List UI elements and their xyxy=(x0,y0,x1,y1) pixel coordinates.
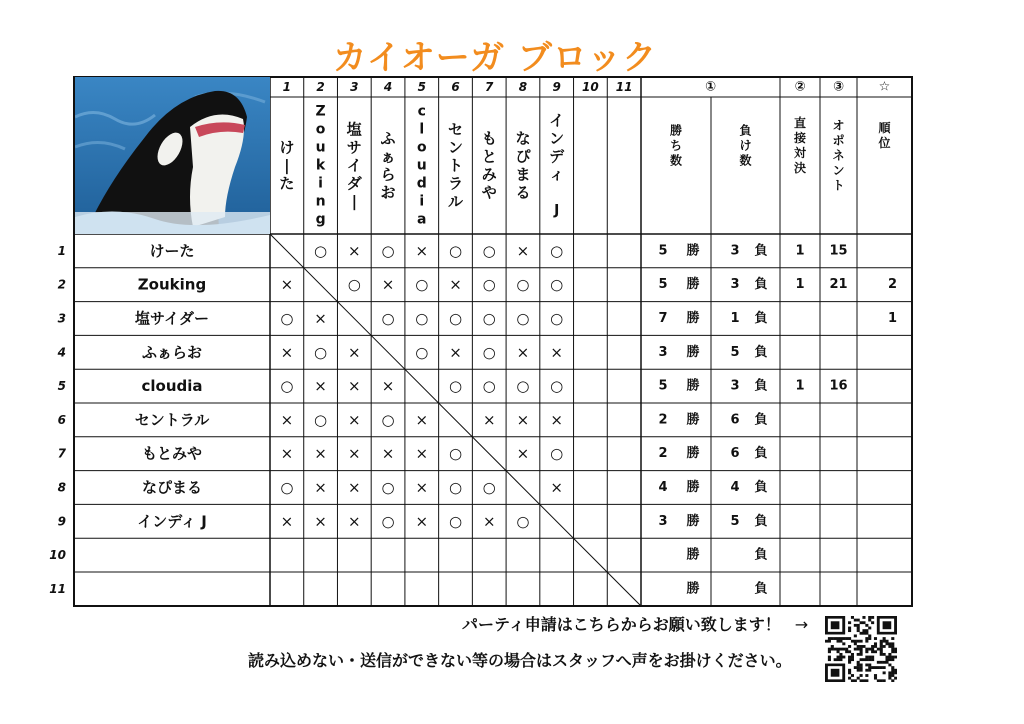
win-unit: 勝 xyxy=(686,446,700,462)
loss-unit: 負 xyxy=(754,311,768,326)
losses-count: 5 xyxy=(730,344,740,360)
svg-text:も: も xyxy=(481,129,497,148)
header-player-name xyxy=(549,112,565,219)
column-number: 8 xyxy=(518,80,528,94)
rank-value: 2 xyxy=(887,277,898,293)
match-result: ○ xyxy=(280,309,294,328)
match-result: ○ xyxy=(381,478,395,497)
header-player-name xyxy=(381,130,396,202)
svg-text:サ: サ xyxy=(346,138,362,157)
header-h2h-label xyxy=(793,115,807,175)
svg-text:た: た xyxy=(279,174,295,193)
opponent-value: 16 xyxy=(829,378,848,394)
svg-text:決: 決 xyxy=(793,161,807,175)
svg-text:ト: ト xyxy=(832,178,845,193)
win-unit: 勝 xyxy=(686,581,700,597)
column-number: 4 xyxy=(383,80,393,94)
loss-unit: 負 xyxy=(754,446,768,462)
h2h-value: 1 xyxy=(795,378,805,394)
match-result: × xyxy=(348,410,361,429)
match-result: × xyxy=(348,512,361,531)
svg-text:c: c xyxy=(417,103,426,120)
loss-unit: 負 xyxy=(754,412,768,428)
match-result: ○ xyxy=(280,377,294,396)
win-unit: 勝 xyxy=(686,412,700,428)
match-result: ○ xyxy=(448,478,463,497)
header-rank-label xyxy=(877,120,891,150)
player-name: Zouking xyxy=(137,275,207,294)
svg-text:|: | xyxy=(351,192,358,211)
match-result: ○ xyxy=(550,377,564,396)
loss-unit: 負 xyxy=(754,480,768,495)
svg-text:ラ: ラ xyxy=(447,174,464,193)
svg-text:み: み xyxy=(481,165,497,184)
svg-text:ぁ: ぁ xyxy=(380,147,396,166)
svg-text:数: 数 xyxy=(739,153,752,168)
match-result: × xyxy=(348,241,361,260)
match-result: ○ xyxy=(550,241,564,260)
match-result: × xyxy=(348,377,361,396)
match-result: × xyxy=(280,275,294,294)
losses-count: 6 xyxy=(730,412,740,428)
row-number: 11 xyxy=(49,581,66,596)
svg-text:ら: ら xyxy=(380,165,396,184)
match-result: × xyxy=(381,275,395,294)
header-player-name xyxy=(515,130,531,202)
loss-unit: 負 xyxy=(754,581,768,597)
svg-text:ン: ン xyxy=(447,138,464,157)
column-number: 5 xyxy=(417,80,426,94)
player-name: 塩サイダー xyxy=(135,309,209,328)
match-result: × xyxy=(516,343,530,362)
svg-text:l: l xyxy=(419,121,425,138)
match-result: × xyxy=(415,410,429,429)
header-wins-label xyxy=(670,123,682,168)
match-result: ○ xyxy=(448,377,463,396)
match-result: × xyxy=(348,343,361,362)
svg-text:対: 対 xyxy=(793,146,807,160)
row-number: 7 xyxy=(57,446,66,461)
qr-code-icon[interactable] xyxy=(825,616,897,682)
header-player-name xyxy=(448,121,464,211)
header-player-name xyxy=(482,130,497,202)
match-result: ○ xyxy=(448,241,463,260)
win-unit: 勝 xyxy=(686,378,700,394)
column-number: 7 xyxy=(485,80,494,94)
svg-text:i: i xyxy=(318,175,323,192)
row-number: 6 xyxy=(57,412,66,427)
win-unit: 勝 xyxy=(686,513,700,529)
row-number: 3 xyxy=(57,311,66,326)
match-result: ○ xyxy=(550,444,564,463)
svg-text:i: i xyxy=(419,193,425,210)
h2h-value: 1 xyxy=(795,277,805,293)
arrow-right-icon: → xyxy=(794,615,809,634)
match-result: × xyxy=(381,444,395,463)
svg-text:u: u xyxy=(315,139,326,156)
svg-text:a: a xyxy=(417,211,427,228)
match-result: × xyxy=(449,275,462,294)
svg-text:け: け xyxy=(739,138,752,153)
row-number: 4 xyxy=(57,345,66,360)
svg-text:ふ: ふ xyxy=(380,129,396,148)
svg-text:位: 位 xyxy=(878,136,891,150)
match-result: × xyxy=(314,478,327,497)
wins-count: 2 xyxy=(658,412,668,428)
svg-text:ト: ト xyxy=(447,156,464,175)
wins-count: 7 xyxy=(658,311,668,326)
svg-text:塩: 塩 xyxy=(346,120,362,139)
losses-count: 3 xyxy=(730,277,740,293)
svg-text:g: g xyxy=(315,211,326,228)
match-result: ○ xyxy=(482,478,496,497)
player-name: インディ J xyxy=(137,512,207,531)
svg-text:J: J xyxy=(554,202,560,219)
win-unit: 勝 xyxy=(686,311,700,326)
svg-text:順: 順 xyxy=(878,121,891,135)
match-result: ○ xyxy=(415,275,429,294)
match-result: × xyxy=(415,512,429,531)
loss-unit: 負 xyxy=(754,513,768,529)
match-result: ○ xyxy=(482,377,496,396)
svg-text:な: な xyxy=(515,129,531,148)
match-result: × xyxy=(314,309,327,328)
losses-count: 4 xyxy=(730,480,740,495)
player-name: けーた xyxy=(149,241,195,260)
wins-count: 2 xyxy=(658,446,668,462)
wins-count: 5 xyxy=(658,277,668,293)
header-player-name xyxy=(279,139,294,193)
svg-text:o: o xyxy=(416,139,427,156)
loss-unit: 負 xyxy=(754,344,768,360)
svg-text:イ: イ xyxy=(346,156,362,175)
match-result: ○ xyxy=(448,309,463,328)
match-result: × xyxy=(348,478,361,497)
match-result: × xyxy=(280,512,294,531)
match-result: ○ xyxy=(381,309,395,328)
match-result: ○ xyxy=(550,309,564,328)
win-unit: 勝 xyxy=(686,547,700,563)
row-number: 10 xyxy=(49,548,66,563)
match-result: × xyxy=(415,478,429,497)
match-result: ○ xyxy=(482,343,496,362)
circled-label: ③ xyxy=(832,79,845,95)
party-request-label: パーティ申請はこちらからお願い致します！ xyxy=(462,615,781,634)
svg-text:ポ: ポ xyxy=(832,133,845,148)
column-number: 11 xyxy=(615,80,633,94)
win-unit: 勝 xyxy=(686,480,700,495)
h2h-value: 1 xyxy=(795,243,805,259)
match-result: ○ xyxy=(381,512,395,531)
svg-text:d: d xyxy=(416,175,427,192)
svg-text:デ: デ xyxy=(549,147,565,166)
match-result: ○ xyxy=(482,275,496,294)
match-result: ○ xyxy=(516,512,530,531)
match-result: ○ xyxy=(448,512,463,531)
match-result: × xyxy=(550,478,563,497)
column-number: 6 xyxy=(451,80,460,94)
opponent-value: 15 xyxy=(829,243,848,259)
win-unit: 勝 xyxy=(686,277,700,293)
match-result: ○ xyxy=(314,343,328,362)
match-result: × xyxy=(449,343,462,362)
match-result: ○ xyxy=(415,343,429,362)
match-result: × xyxy=(314,377,327,396)
star-label: ☆ xyxy=(878,79,891,95)
wins-count: 4 xyxy=(658,480,668,495)
losses-count: 5 xyxy=(730,513,740,529)
match-result: × xyxy=(415,444,429,463)
row-number: 1 xyxy=(57,243,66,258)
column-number: 2 xyxy=(316,80,325,94)
svg-text:ま: ま xyxy=(515,165,531,184)
header-opp-label xyxy=(832,119,844,193)
match-result: ○ xyxy=(482,309,496,328)
match-result: ○ xyxy=(550,275,564,294)
match-result: × xyxy=(550,410,563,429)
svg-text:イ: イ xyxy=(549,111,565,130)
player-name: cloudia xyxy=(141,377,203,396)
loss-unit: 負 xyxy=(754,378,768,394)
wins-count: 3 xyxy=(658,344,668,360)
svg-text:負: 負 xyxy=(739,123,752,138)
svg-text:ち: ち xyxy=(669,138,683,153)
header-player-name xyxy=(316,104,326,228)
match-result: ○ xyxy=(381,241,395,260)
rank-value: 1 xyxy=(887,311,898,326)
win-unit: 勝 xyxy=(686,344,700,360)
svg-text:セ: セ xyxy=(447,120,464,139)
row-number: 9 xyxy=(57,514,66,529)
svg-text:ル: ル xyxy=(447,192,464,211)
svg-text:直: 直 xyxy=(793,116,807,130)
match-result: × xyxy=(516,444,530,463)
header-losses-label xyxy=(739,123,752,168)
circled-label: ② xyxy=(794,79,806,95)
column-number: 3 xyxy=(350,80,359,94)
match-result: × xyxy=(314,512,327,531)
match-result: × xyxy=(482,410,496,429)
svg-text:ネ: ネ xyxy=(832,148,845,163)
loss-unit: 負 xyxy=(754,243,768,259)
svg-text:ぴ: ぴ xyxy=(515,147,531,166)
svg-text:数: 数 xyxy=(669,153,683,168)
match-result: × xyxy=(280,444,294,463)
svg-text:|: | xyxy=(284,156,290,175)
opponent-value: 21 xyxy=(829,277,848,293)
match-result: ○ xyxy=(482,241,496,260)
player-name: もとみや xyxy=(141,444,203,463)
svg-text:と: と xyxy=(481,147,497,166)
losses-count: 3 xyxy=(730,378,740,394)
match-result: ○ xyxy=(516,377,530,396)
wins-count: 5 xyxy=(658,243,668,259)
circled-label: ① xyxy=(704,79,717,95)
match-result: × xyxy=(314,444,327,463)
match-result: ○ xyxy=(415,309,429,328)
losses-count: 3 xyxy=(730,243,740,259)
svg-text:ダ: ダ xyxy=(346,174,362,193)
svg-text:ン: ン xyxy=(832,163,845,178)
match-result: × xyxy=(550,343,563,362)
match-result: ○ xyxy=(347,275,361,294)
svg-text:お: お xyxy=(380,183,396,202)
match-result: ○ xyxy=(516,275,530,294)
loss-unit: 負 xyxy=(754,277,768,293)
match-result: ○ xyxy=(516,309,530,328)
match-result: × xyxy=(415,241,429,260)
svg-text:や: や xyxy=(481,183,497,202)
svg-text:o: o xyxy=(315,121,326,138)
row-number: 2 xyxy=(57,277,66,292)
player-name: ふぁらお xyxy=(141,343,203,362)
svg-text:Z: Z xyxy=(315,103,326,120)
row-number: 8 xyxy=(57,480,66,495)
match-result: ○ xyxy=(381,410,395,429)
losses-count: 6 xyxy=(730,446,740,462)
svg-text:け: け xyxy=(279,138,295,157)
match-result: × xyxy=(381,377,395,396)
match-result: ○ xyxy=(314,410,328,429)
column-number: 9 xyxy=(552,80,561,94)
svg-text:k: k xyxy=(315,157,326,174)
column-number: 1 xyxy=(282,80,292,94)
match-result: ○ xyxy=(280,478,294,497)
svg-text:ン: ン xyxy=(549,129,565,148)
win-unit: 勝 xyxy=(686,243,700,259)
player-name: なぴまる xyxy=(141,478,203,497)
svg-text:る: る xyxy=(515,183,531,202)
losses-count: 1 xyxy=(730,311,740,326)
row-number: 5 xyxy=(57,379,66,394)
staff-help-text: 読み込めない・送信ができない等の場合はスタッフへ声をお掛けください。 xyxy=(248,651,792,670)
header-player-name xyxy=(347,121,363,212)
svg-text:u: u xyxy=(416,157,427,174)
match-result: × xyxy=(280,343,294,362)
svg-text:オ: オ xyxy=(832,118,845,133)
match-result: × xyxy=(348,444,361,463)
match-result: × xyxy=(516,410,530,429)
match-result: × xyxy=(516,241,530,260)
match-result: × xyxy=(280,410,294,429)
loss-unit: 負 xyxy=(754,547,768,563)
player-name: セントラル xyxy=(134,410,210,429)
svg-text:ィ: ィ xyxy=(549,165,565,184)
party-request-text xyxy=(462,612,808,635)
wins-count: 3 xyxy=(658,513,668,529)
match-result: ○ xyxy=(314,241,328,260)
match-result: ○ xyxy=(448,444,463,463)
orca-photo xyxy=(75,77,270,234)
page-title: カイオーガ ブロック xyxy=(332,38,658,78)
match-result: × xyxy=(482,512,496,531)
svg-text:勝: 勝 xyxy=(669,123,683,138)
column-number: 10 xyxy=(582,80,599,94)
header-player-name xyxy=(417,104,427,228)
svg-text:n: n xyxy=(315,193,326,210)
svg-text:接: 接 xyxy=(793,131,807,145)
wins-count: 5 xyxy=(658,378,668,394)
